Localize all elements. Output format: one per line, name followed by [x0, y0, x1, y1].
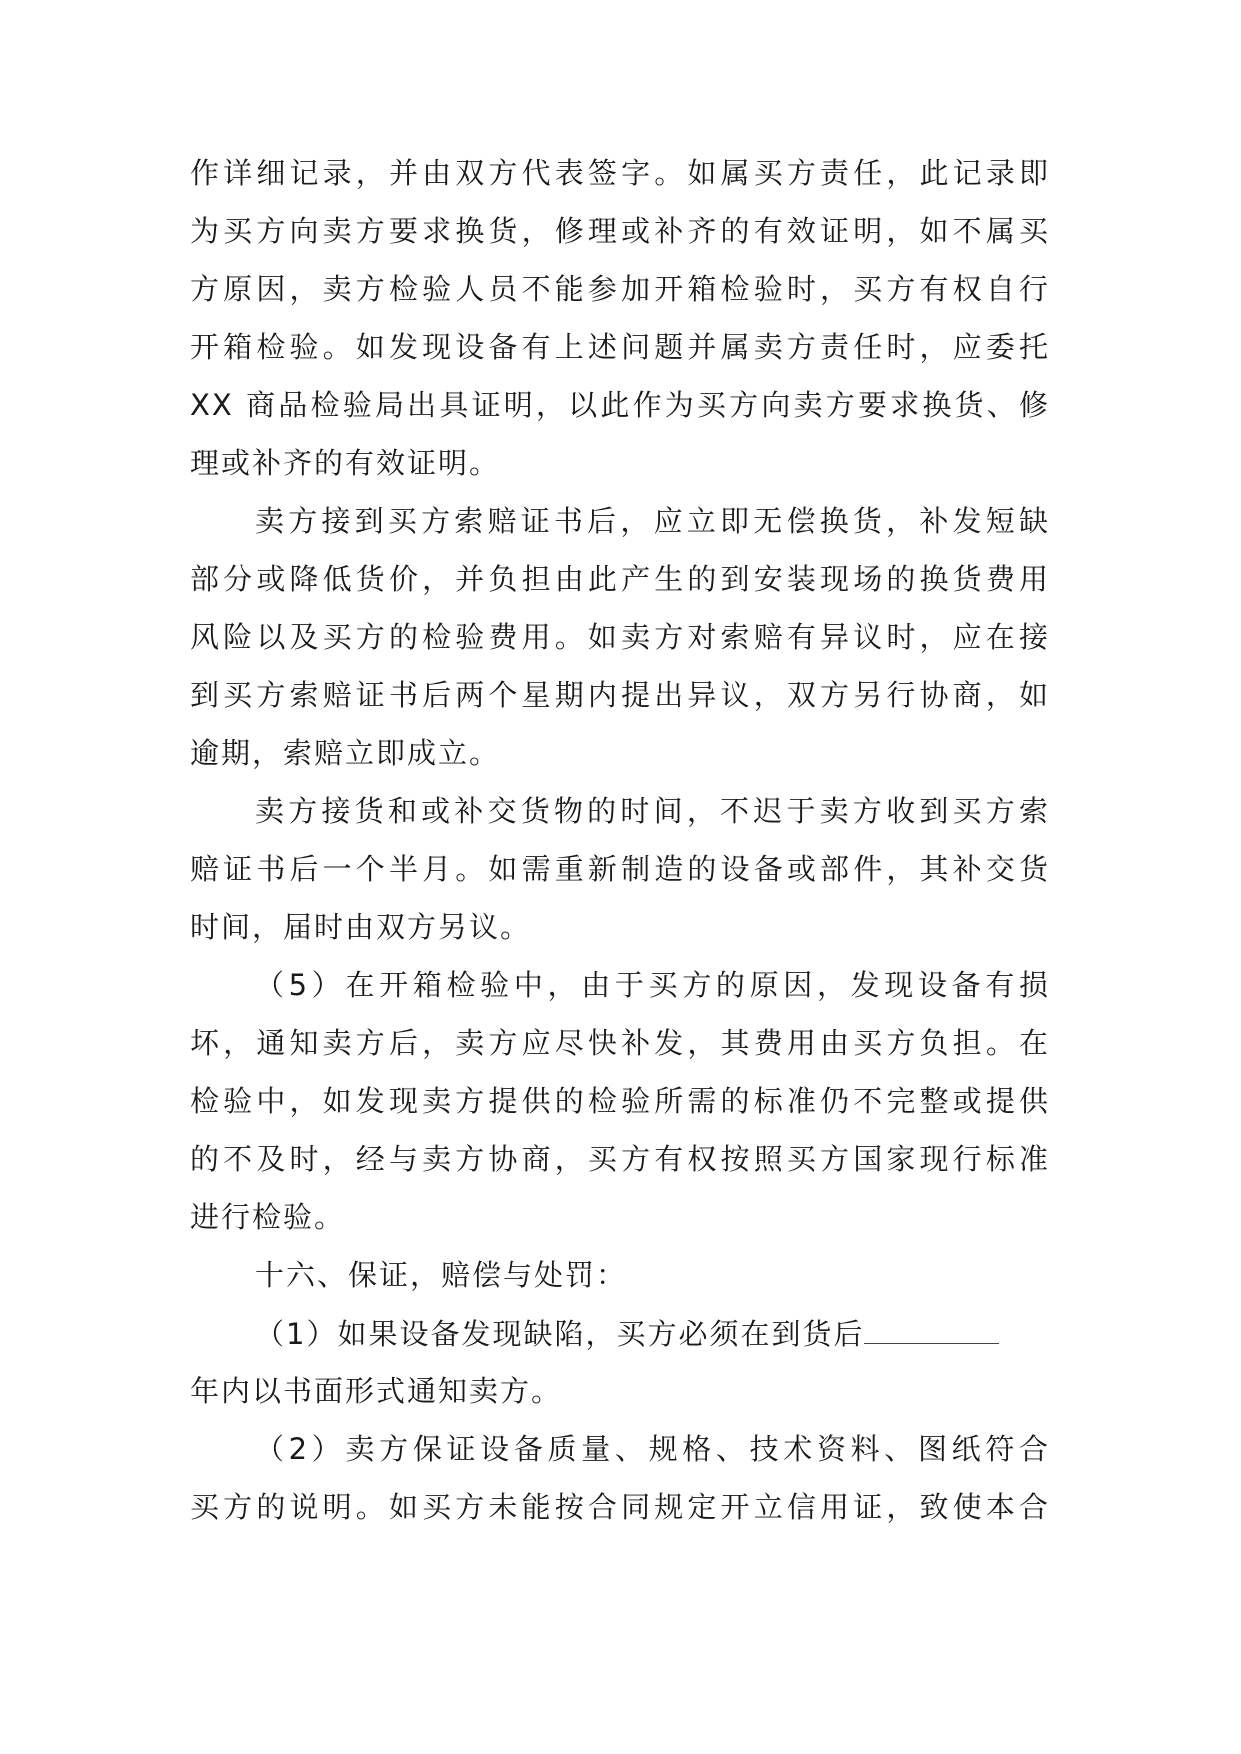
body-text-line: 方原因，卖方检验人员不能参加开箱检验时，买方有权自行: [190, 272, 1050, 306]
clause-line: [255, 1313, 1050, 1353]
body-text-line: 逾期，索赔立即成立。: [190, 736, 501, 770]
paragraph-first-line: 卖方接货和或补交货物的时间，不迟于卖方收到买方索: [255, 794, 1050, 828]
body-text-line: XX 商品检验局出具证明，以此作为买方向卖方要求换货、修: [190, 388, 1050, 422]
body-text-line: 时间，届时由双方另议。: [190, 910, 532, 944]
body-text-line: 风险以及买方的检验费用。如卖方对索赔有异议时，应在接: [190, 620, 1050, 654]
fill-in-blank: [864, 1313, 999, 1344]
body-text-line: 买方的说明。如买方未能按合同规定开立信用证，致使本合: [190, 1490, 1050, 1524]
body-text-line: 作详细记录，并由双方代表签字。如属买方责任，此记录即: [190, 156, 1050, 190]
body-text-line: 部分或降低货价，并负担由此产生的到安装现场的换货费用: [190, 562, 1050, 596]
body-text-line: 理或补齐的有效证明。: [190, 446, 501, 480]
body-text-line: 检验中，如发现卖方提供的检验所需的标准仍不完整或提供: [190, 1084, 1050, 1118]
body-text-line: 为买方向卖方要求换货，修理或补齐的有效证明，如不属买: [190, 214, 1050, 248]
body-text-line: 开箱检验。如发现设备有上述问题并属卖方责任时，应委托: [190, 330, 1050, 364]
clause-text: （1）如果设备发现缺陷，买方必须在到货后: [255, 1317, 865, 1351]
paragraph-first-line: （5）在开箱检验中，由于买方的原因，发现设备有损: [255, 968, 1050, 1002]
paragraph-first-line: 卖方接到买方索赔证书后，应立即无偿换货，补发短缺: [255, 504, 1050, 538]
section-heading: 十六、保证，赔偿与处罚：: [255, 1258, 628, 1292]
paragraph-first-line: （2）卖方保证设备质量、规格、技术资料、图纸符合: [255, 1432, 1050, 1466]
body-text-line: 的不及时，经与卖方协商，买方有权按照买方国家现行标准: [190, 1142, 1050, 1176]
body-text-line: 到买方索赔证书后两个星期内提出异议，双方另行协商，如: [190, 678, 1050, 712]
body-text-line: 进行检验。: [190, 1200, 346, 1234]
body-text-line: 年内以书面形式通知卖方。: [190, 1374, 563, 1408]
body-text-line: 坏，通知卖方后，卖方应尽快补发，其费用由买方负担。在: [190, 1026, 1050, 1060]
body-text-line: 赔证书后一个半月。如需重新制造的设备或部件，其补交货: [190, 852, 1050, 886]
